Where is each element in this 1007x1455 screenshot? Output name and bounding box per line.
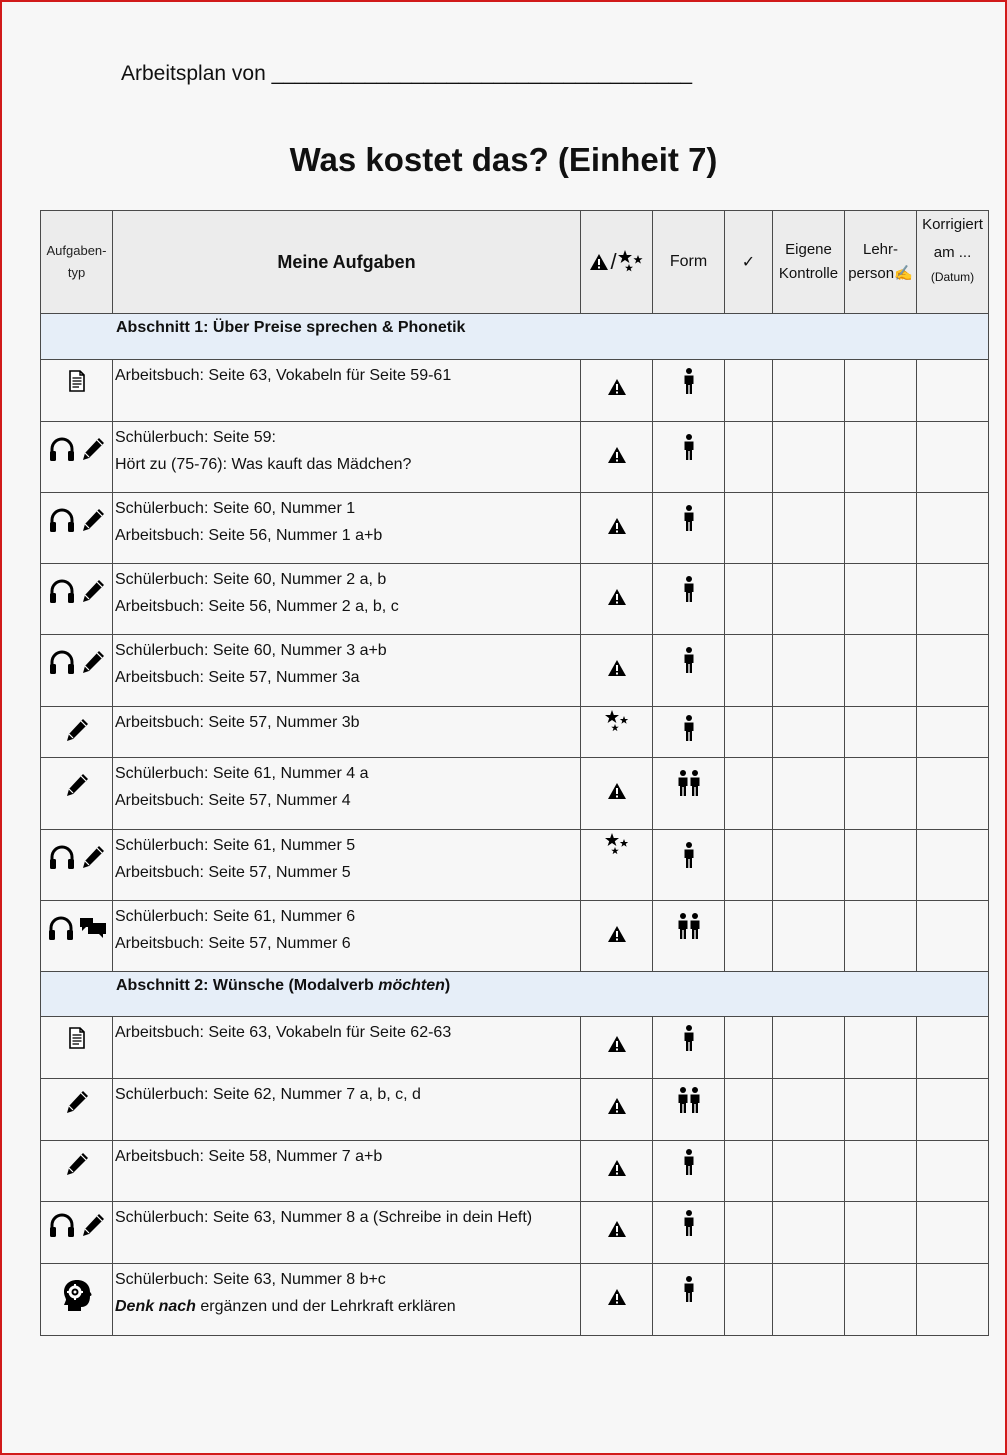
teacher-cell[interactable] [845,635,917,707]
form-cell [653,1141,725,1202]
difficulty-cell [581,564,653,635]
own-control-cell[interactable] [773,901,845,972]
task-row [41,901,989,972]
task-line-1: Schülerbuch: Seite 60, Nummer 3 a+b [115,642,387,659]
single-work-icon [653,1025,724,1052]
plan-label: Arbeitsplan von [121,62,266,85]
corrected-date-cell[interactable] [917,422,989,493]
difficulty-cell [581,1141,653,1202]
task-line-2: Arbeitsbuch: Seite 57, Nummer 3a [115,669,360,686]
pencil-icon [64,1151,90,1182]
own-control-cell[interactable] [773,830,845,901]
task-description-cell [113,493,581,564]
difficulty-cell [581,1079,653,1141]
pencil-icon [80,844,106,875]
form-cell [653,422,725,493]
headphones-icon [47,915,75,946]
check-cell[interactable] [725,422,773,493]
partner-work-icon [653,766,724,797]
corrected-date-cell[interactable] [917,758,989,830]
corrected-date-cell[interactable] [917,564,989,635]
section-row [41,314,989,360]
task-line-1: Schülerbuch: Seite 59: [115,429,276,446]
pencil-icon [64,1089,90,1120]
difficulty-cell [581,901,653,972]
task-line-1: Schülerbuch: Seite 62, Nummer 7 a, b, c, d [115,1086,421,1103]
warning-icon [581,1141,652,1177]
corrected-date-cell[interactable] [917,1017,989,1079]
task-description-cell [113,1264,581,1336]
check-cell[interactable] [725,564,773,635]
teacher-cell[interactable] [845,758,917,830]
task-row [41,493,989,564]
form-cell [653,1202,725,1264]
task-line-2: Arbeitsbuch: Seite 57, Nummer 6 [115,935,351,952]
form-cell [653,564,725,635]
task-type-cell [41,1264,113,1336]
own-control-cell[interactable] [773,493,845,564]
single-work-icon [653,838,724,869]
single-work-icon [653,1149,724,1176]
task-type-cell [41,1202,113,1264]
difficulty-cell [581,422,653,493]
pencil-icon [80,649,106,680]
task-line-1: Schülerbuch: Seite 63, Nummer 8 a (Schreibe in dein Heft) [115,1209,533,1226]
form-cell [653,635,725,707]
task-row [41,1017,989,1079]
warning-icon [581,1264,652,1306]
pencil-icon [64,717,90,748]
single-work-icon [653,715,724,742]
form-cell [653,830,725,901]
difficulty-cell [581,1202,653,1264]
teacher-cell[interactable] [845,1141,917,1202]
teacher-cell[interactable] [845,1202,917,1264]
teacher-cell[interactable] [845,1264,917,1336]
header-row [41,211,989,314]
col-tasks-header: Meine Aufgaben [113,211,581,314]
section-title: Abschnitt 2: Wünsche (Modalverb möchten) [116,977,451,994]
task-line-1: Schülerbuch: Seite 60, Nummer 1 [115,500,356,517]
difficulty-cell [581,1264,653,1336]
task-line-2: Arbeitsbuch: Seite 57, Nummer 5 [115,864,351,881]
col-level-header: / [581,211,653,314]
form-cell [653,493,725,564]
task-line-2: Denk nach ergänzen und der Lehrkraft erklären [115,1298,456,1315]
task-description-cell [113,830,581,901]
task-row [41,1141,989,1202]
task-line-1: Schülerbuch: Seite 61, Nummer 6 [115,908,356,925]
teacher-cell[interactable] [845,1079,917,1141]
corrected-date-cell[interactable] [917,1202,989,1264]
task-description-cell [113,635,581,707]
single-work-icon [653,368,724,395]
check-cell[interactable] [725,360,773,422]
teacher-cell[interactable] [845,830,917,901]
task-type-cell [41,422,113,493]
headphones-icon [48,436,76,467]
own-control-cell[interactable] [773,1017,845,1079]
check-cell[interactable] [725,1079,773,1141]
warning-icon [581,422,652,464]
task-row [41,635,989,707]
warning-icon [581,1079,652,1115]
warning-icon [581,1017,652,1053]
single-work-icon [653,1210,724,1237]
corrected-date-cell[interactable] [917,901,989,972]
corrected-date-cell[interactable] [917,830,989,901]
difficulty-cell [581,830,653,901]
task-line-1: Arbeitsbuch: Seite 57, Nummer 3b [115,714,360,731]
difficulty-cell [581,493,653,564]
pencil-icon [80,436,106,467]
form-cell [653,707,725,758]
task-table [40,210,989,1336]
check-cell[interactable] [725,830,773,901]
check-cell[interactable] [725,1017,773,1079]
section-header [41,314,989,360]
task-row [41,564,989,635]
own-control-cell[interactable] [773,564,845,635]
pencil-icon [80,1212,106,1243]
stars-icon [581,707,652,734]
task-description-cell [113,422,581,493]
task-line-2: Hört zu (75-76): Was kauft das Mädchen? [115,456,412,473]
warning-icon [581,635,652,677]
form-cell [653,1264,725,1336]
document-icon [68,1027,86,1054]
plan-owner-line [121,62,692,86]
task-line-1: Schülerbuch: Seite 61, Nummer 4 a [115,765,369,782]
difficulty-cell [581,360,653,422]
warning-icon [581,564,652,606]
warning-icon [581,901,652,943]
pencil-icon [80,578,106,609]
warning-icon [581,1202,652,1238]
task-line-1: Arbeitsbuch: Seite 58, Nummer 7 a+b [115,1148,383,1165]
corrected-date-cell[interactable] [917,493,989,564]
task-line-2: Arbeitsbuch: Seite 57, Nummer 4 [115,792,351,809]
corrected-date-cell[interactable] [917,360,989,422]
task-row [41,1079,989,1141]
check-cell[interactable] [725,1264,773,1336]
form-cell [653,360,725,422]
own-control-cell[interactable] [773,360,845,422]
task-description-cell [113,901,581,972]
corrected-date-cell[interactable] [917,1264,989,1336]
single-work-icon [653,572,724,603]
teacher-cell[interactable] [845,493,917,564]
task-line-1: Arbeitsbuch: Seite 63, Vokabeln für Seite 59-61 [115,367,452,384]
document-icon [68,370,86,397]
task-type-cell [41,707,113,758]
col-own-control-header: Eigene Kontrolle [773,211,845,314]
task-description-cell [113,1202,581,1264]
check-cell[interactable] [725,758,773,830]
check-cell[interactable] [725,901,773,972]
headphones-icon [48,1212,76,1243]
task-type-cell [41,1017,113,1079]
warning-icon [581,360,652,396]
difficulty-cell [581,635,653,707]
page-title: Was kostet das? (Einheit 7) [289,141,718,178]
task-type-cell [41,493,113,564]
own-control-cell[interactable] [773,1079,845,1141]
task-description-cell [113,707,581,758]
single-work-icon [653,430,724,461]
col-check-header: ✓ [725,211,773,314]
thinking-head-icon [61,1278,93,1317]
own-control-cell[interactable] [773,1202,845,1264]
difficulty-cell [581,1017,653,1079]
form-cell [653,1017,725,1079]
task-row [41,1264,989,1336]
task-line-1: Schülerbuch: Seite 60, Nummer 2 a, b [115,571,387,588]
task-line-2: Arbeitsbuch: Seite 56, Nummer 1 a+b [115,527,383,544]
check-cell[interactable] [725,635,773,707]
task-row [41,830,989,901]
pencil-icon [64,772,90,803]
task-type-cell [41,830,113,901]
task-type-cell [41,635,113,707]
own-control-cell[interactable] [773,707,845,758]
check-cell[interactable] [725,707,773,758]
col-form-header: Form [653,211,725,314]
own-control-cell[interactable] [773,635,845,707]
own-control-cell[interactable] [773,1264,845,1336]
form-cell [653,758,725,830]
partner-work-icon [653,1087,724,1114]
stars-icon [618,250,644,274]
section-title: Abschnitt 1: Über Preise sprechen & Phonetik [116,319,466,336]
task-row [41,360,989,422]
section-row [41,972,989,1017]
task-description-cell [113,1141,581,1202]
teacher-cell[interactable] [845,901,917,972]
teacher-cell[interactable] [845,422,917,493]
task-description-cell [113,360,581,422]
task-type-cell [41,1141,113,1202]
task-type-cell [41,901,113,972]
warning-icon [589,253,609,271]
difficulty-cell [581,707,653,758]
task-description-cell [113,564,581,635]
corrected-date-cell[interactable] [917,635,989,707]
section-header [41,972,989,1017]
headphones-icon [48,578,76,609]
teacher-cell[interactable] [845,1017,917,1079]
warning-icon [581,493,652,535]
teacher-cell[interactable] [845,707,917,758]
col-type-header: Aufgaben- typ [41,211,113,314]
difficulty-cell [581,758,653,830]
task-description-cell [113,1017,581,1079]
speech-bubbles-icon [79,915,107,946]
form-cell [653,1079,725,1141]
task-line-1: Schülerbuch: Seite 61, Nummer 5 [115,837,356,854]
check-cell[interactable] [725,1202,773,1264]
task-line-2: Arbeitsbuch: Seite 56, Nummer 2 a, b, c [115,598,399,615]
partner-work-icon [653,909,724,940]
task-description-cell [113,1079,581,1141]
task-type-cell [41,360,113,422]
task-row [41,1202,989,1264]
name-blank[interactable]: ____________________________________ [271,62,693,85]
task-line-1: Schülerbuch: Seite 63, Nummer 8 b+c [115,1271,386,1288]
col-corrected-header: Korrigiert am ... (Datum) [917,211,989,314]
form-cell [653,901,725,972]
check-cell[interactable] [725,1141,773,1202]
pencil-icon [80,507,106,538]
own-control-cell[interactable] [773,1141,845,1202]
check-cell[interactable] [725,493,773,564]
teacher-cell[interactable] [845,564,917,635]
task-line-1: Arbeitsbuch: Seite 63, Vokabeln für Seite 62-63 [115,1024,452,1041]
task-type-cell [41,758,113,830]
task-row [41,758,989,830]
stars-icon [581,830,652,857]
teacher-cell[interactable] [845,360,917,422]
task-type-cell [41,1079,113,1141]
corrected-date-cell[interactable] [917,1079,989,1141]
own-control-cell[interactable] [773,422,845,493]
task-description-cell [113,758,581,830]
corrected-date-cell[interactable] [917,707,989,758]
corrected-date-cell[interactable] [917,1141,989,1202]
single-work-icon [653,643,724,674]
task-row [41,707,989,758]
headphones-icon [48,507,76,538]
task-row [41,422,989,493]
task-type-cell [41,564,113,635]
headphones-icon [48,844,76,875]
headphones-icon [48,649,76,680]
col-teacher-header: Lehr- person✍ [845,211,917,314]
warning-icon [581,758,652,800]
single-work-icon [653,1272,724,1303]
own-control-cell[interactable] [773,758,845,830]
single-work-icon [653,501,724,532]
